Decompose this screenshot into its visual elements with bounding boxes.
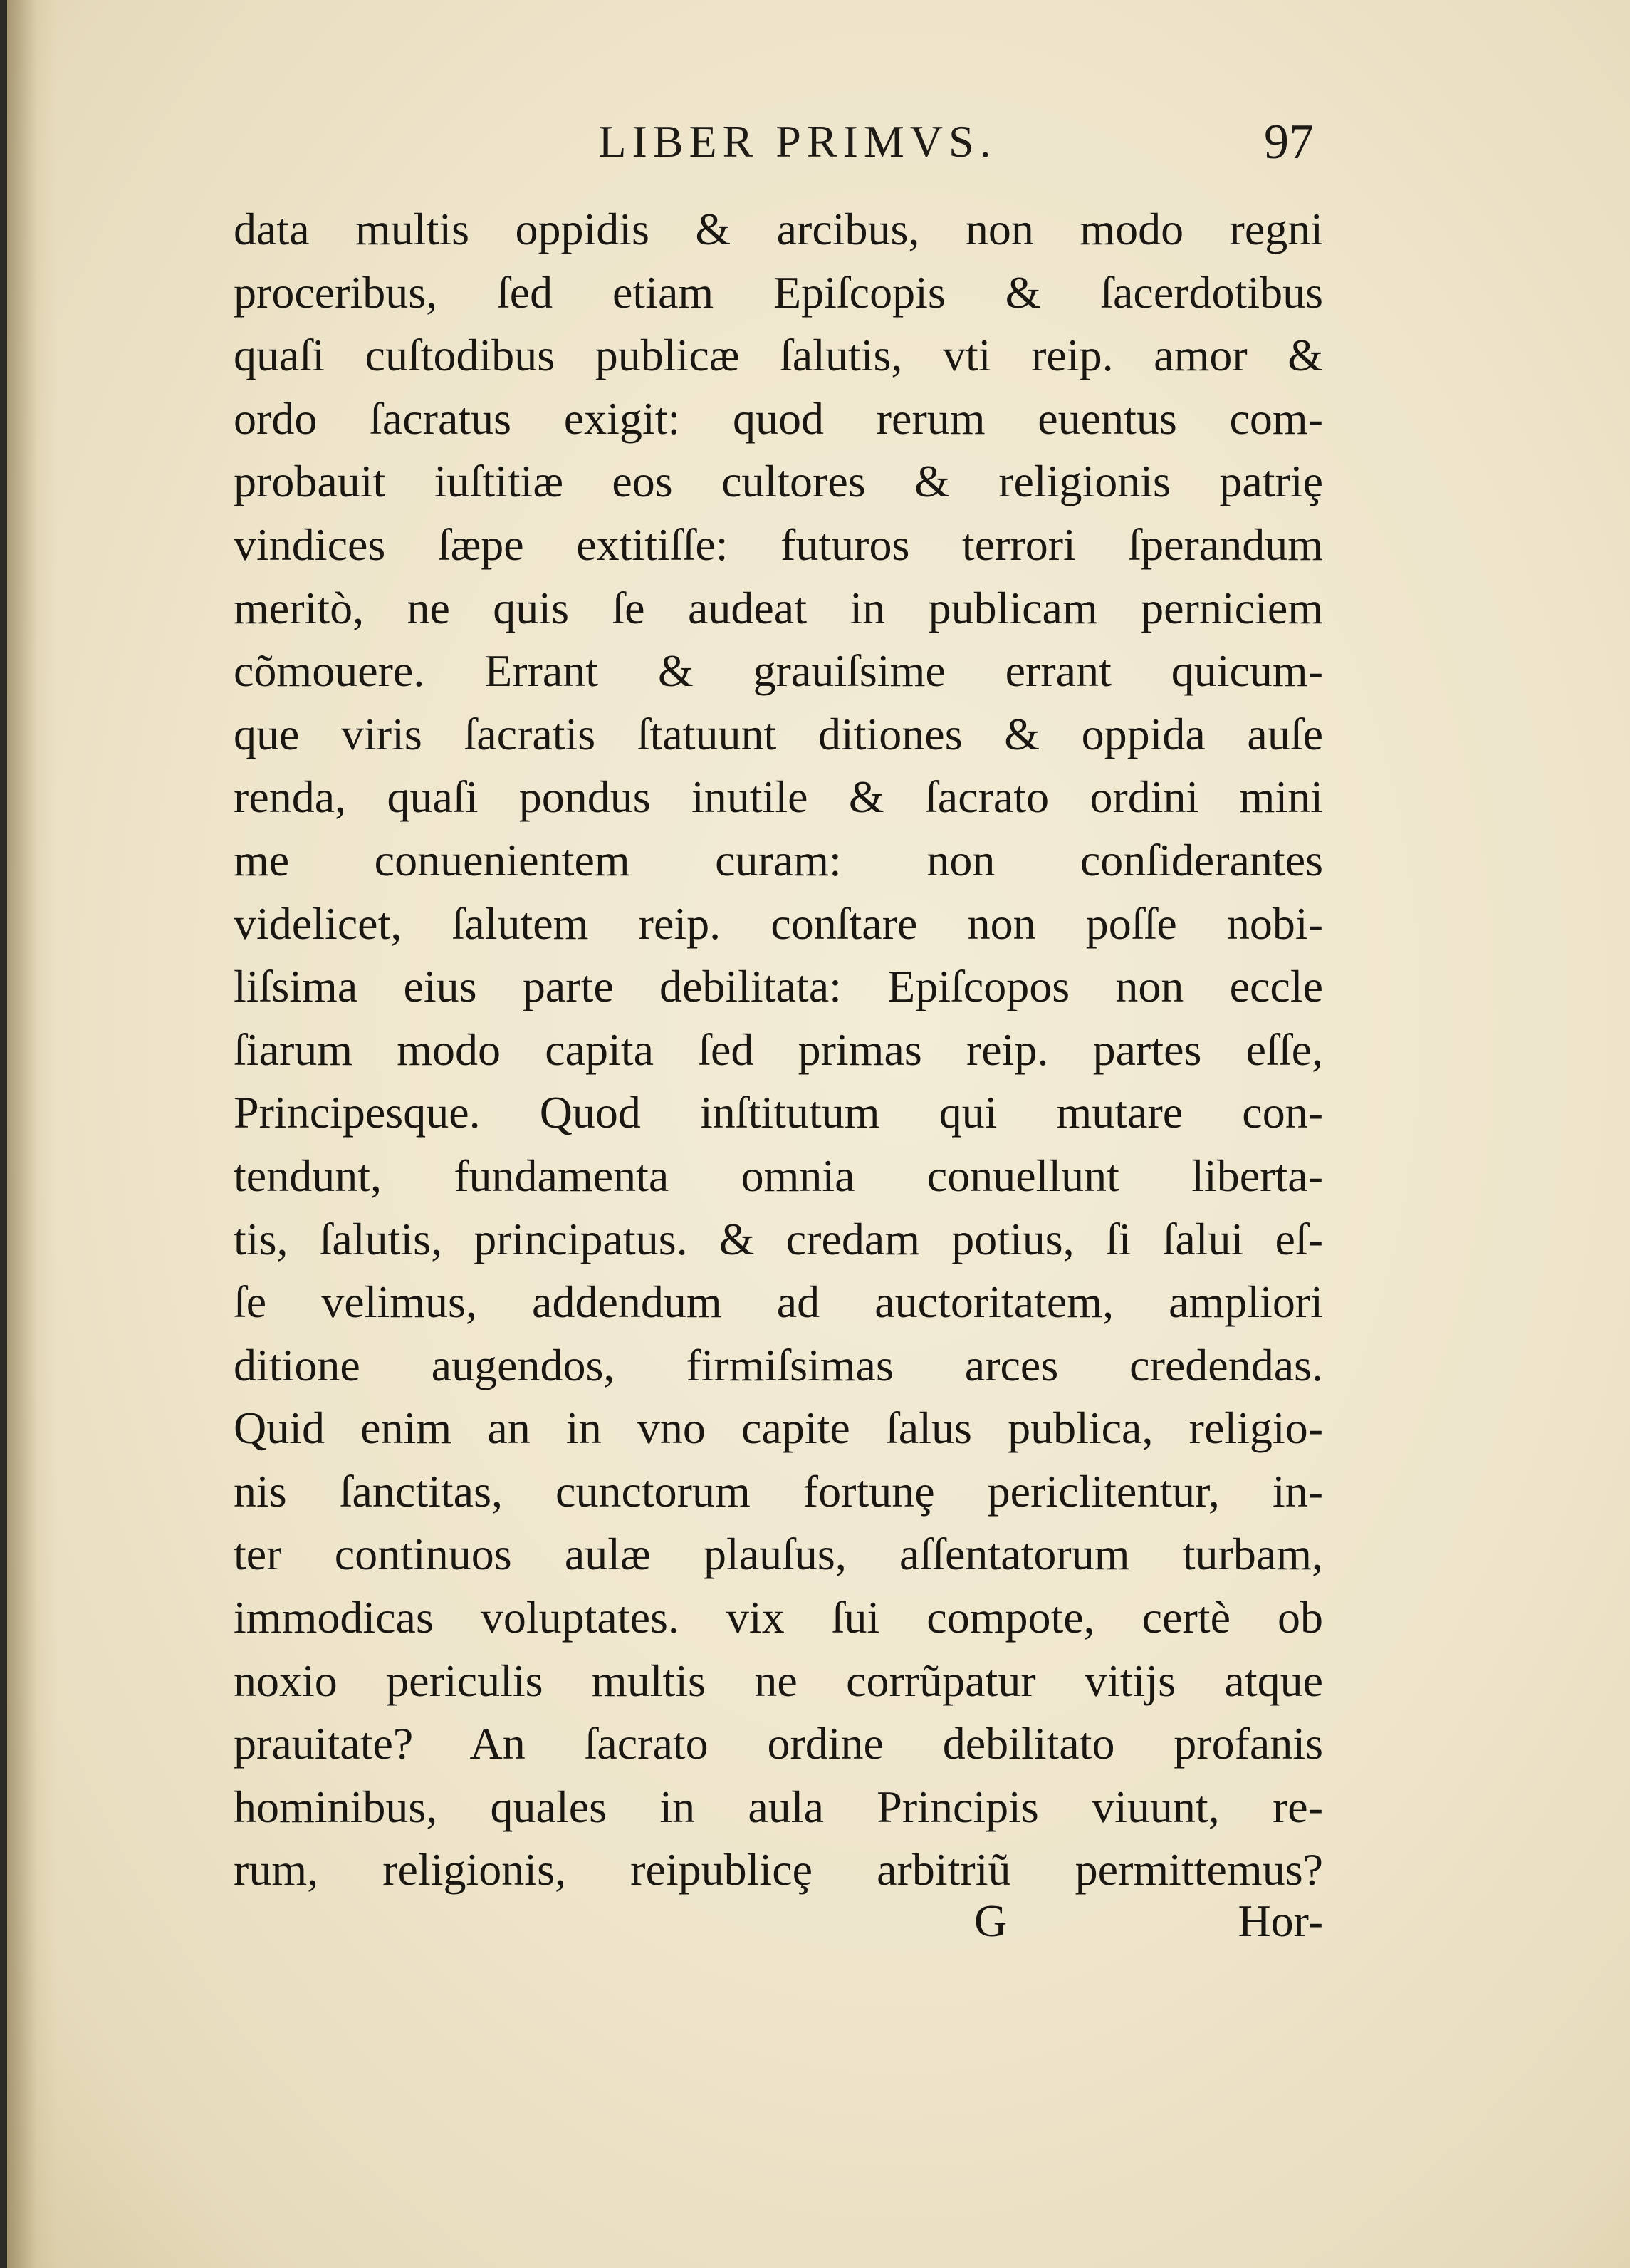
text-line: cõmouere. Errant & grauiſsime errant quicum- [234, 645, 1323, 697]
text-line: ſiarum modo capita ſed primas reip. partes eſſe, [234, 1024, 1323, 1075]
text-line: tis, ſalutis, principatus. & credam potius, ſi ſalui eſ- [234, 1213, 1323, 1264]
text-line: Principesque. Quod inſtitutum qui mutare con- [234, 1087, 1323, 1138]
page-number: 97 [1264, 115, 1314, 170]
text-line: tendunt, fundamenta omnia conuellunt liberta- [234, 1150, 1323, 1201]
text-line: noxio periculis multis ne corrũpatur vitijs atque [234, 1655, 1323, 1706]
text-line: vindices ſæpe extitiſſe: futuros terrori ſperandum [234, 519, 1323, 570]
text-line: ordo ſacratus exigit: quod rerum euentus com- [234, 392, 1323, 444]
text-line: nis ſanctitas, cunctorum fortunȩ periclitentur, in- [234, 1465, 1323, 1517]
gutter-shadow [7, 0, 57, 2268]
text-line: data multis oppidis & arcibus, non modo regni [234, 204, 1323, 254]
text-line: ſe velimus, addendum ad auctoritatem, ampliori [234, 1276, 1323, 1328]
running-title: LIBER PRIMVS. [598, 116, 997, 167]
text-line: prauitate? An ſacrato ordine debilitato profanis [234, 1718, 1323, 1769]
text-line: probauit iuſtitiæ eos cultores & religionis patriȩ [234, 456, 1323, 507]
text-line: immodicas voluptates. vix ſui compote, certè ob [234, 1592, 1323, 1643]
text-line: renda, quaſi pondus inutile & ſacrato ordini mini [234, 771, 1323, 823]
signature-mark: G [974, 1895, 1008, 1946]
text-line: ter continuos aulæ plauſus, aſſentatorum turbam, [234, 1529, 1323, 1580]
body-text [234, 198, 1323, 1902]
text-line: hominibus, quales in aula Principis viuunt, re- [234, 1781, 1323, 1832]
text-line: Quid enim an in vno capite ſalus publica, religio- [234, 1403, 1323, 1454]
text-line: me conuenientem curam: non conſiderantes [234, 834, 1323, 885]
text-line: liſsima eius parte debilitata: Epiſcopos non eccle [234, 961, 1323, 1012]
text-line: videlicet, ſalutem reip. conſtare non poſſe nobi- [234, 898, 1323, 949]
text-line: meritò, ne quis ſe audeat in publicam perniciem [234, 582, 1323, 633]
text-line: ditione augendos, firmiſsimas arces credendas. [234, 1339, 1323, 1390]
catchword: Hor- [1238, 1895, 1323, 1946]
footer-line [234, 1895, 1323, 1959]
text-line: quaſi cuſtodibus publicæ ſalutis, vti reip. amor & [234, 330, 1323, 381]
text-line: proceribus, ſed etiam Epiſcopis & ſacerdotibus [234, 266, 1323, 318]
text-line: rum, religionis, reipublicȩ arbitriũ permittemus? [234, 1844, 1323, 1895]
text-line: que viris ſacratis ſtatuunt ditiones & oppida auſe [234, 708, 1323, 759]
book-page [7, 0, 1630, 2268]
